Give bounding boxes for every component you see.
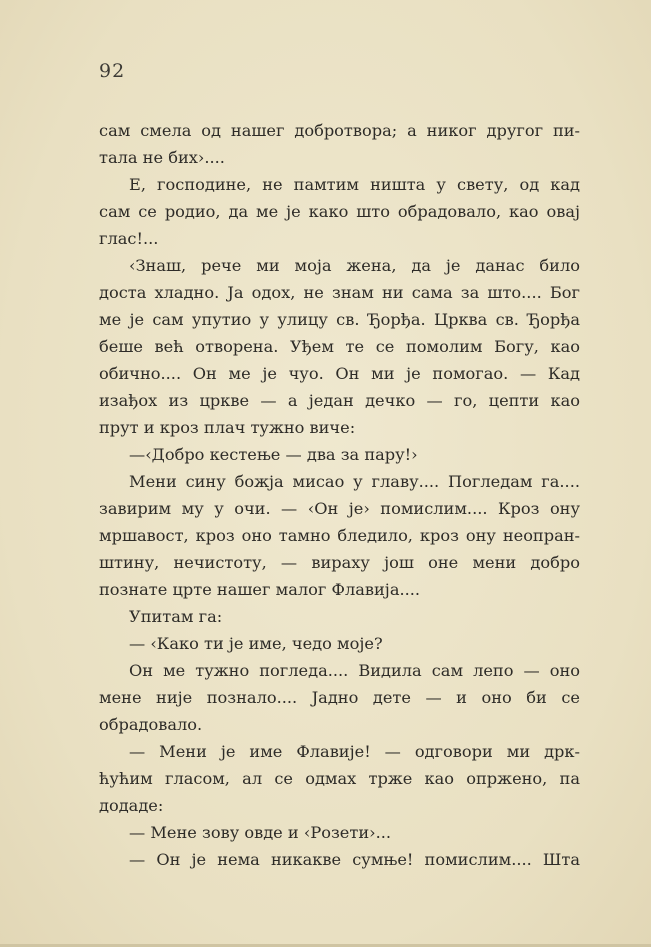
text-line: обично.... Он ме је чуо. Он ми је помогао. — Кад xyxy=(99,364,580,383)
text-line: мршавост, кроз оно тамно бледило, кроз ону неопран- xyxy=(99,526,580,545)
text-line: сам смела од нашег добротвора; а никог другог пи- xyxy=(99,121,580,140)
text-line: изађох из цркве — а један дечко — го, цепти као xyxy=(99,391,580,410)
text-line: ‹Знаш, рече ми моја жена, да је данас било xyxy=(129,256,580,275)
text-line: Мени сину божја мисао у главу.... Погледам га.... xyxy=(129,472,580,491)
text-line: Упитам га: xyxy=(129,607,223,626)
text-line: тала не бих›.... xyxy=(99,148,225,167)
text-line: ћућим гласом, ал се одмах трже као опржено, па xyxy=(99,769,580,788)
text-line: — Мене зову овде и ‹Розети›... xyxy=(129,823,392,842)
text-line: — ‹Како ти је име, чедо моје? xyxy=(129,634,383,653)
text-line: — Мени је име Флавије! — одговори ми дрк- xyxy=(129,742,580,761)
text-line: сам се родио, да ме је како што обрадовало, као овај xyxy=(99,202,580,221)
text-line: мене није познало.... Јадно дете — и оно би се xyxy=(99,688,580,707)
text-line: обрадовало. xyxy=(99,715,203,734)
text-line: ме је сам упутио у улицу св. Ђорђа. Црква св. Ђорђа xyxy=(99,310,580,329)
text-line: прут и кроз плач тужно виче: xyxy=(99,418,356,437)
text-line: беше већ отворена. Уђем те се помолим Богу, као xyxy=(99,337,580,356)
text-line: штину, нечистоту, — вираху још оне мени добро xyxy=(99,553,580,572)
text-line: глас!... xyxy=(99,229,159,248)
page-number: 92 xyxy=(99,60,126,82)
text-line: —‹Добро кестење — два за пару!› xyxy=(129,445,418,464)
text-line: познате црте нашег малог Флавија.... xyxy=(99,580,421,599)
text-line: доста хладно. Ја одох, не знам ни сама за што.... Бог xyxy=(99,283,580,302)
text-line: додаде: xyxy=(99,796,164,815)
text-line: Е, господине, не памтим ништа у свету, од кад xyxy=(129,175,580,194)
text-line: — Он је нема никакве сумње! помислим.... Шта xyxy=(129,850,580,869)
text-line: завирим му у очи. — ‹Он је› помислим.... Кроз ону xyxy=(99,499,580,518)
text-line: Он ме тужно погледа.... Видила сам лепо — оно xyxy=(129,661,580,680)
body-text xyxy=(99,117,580,873)
